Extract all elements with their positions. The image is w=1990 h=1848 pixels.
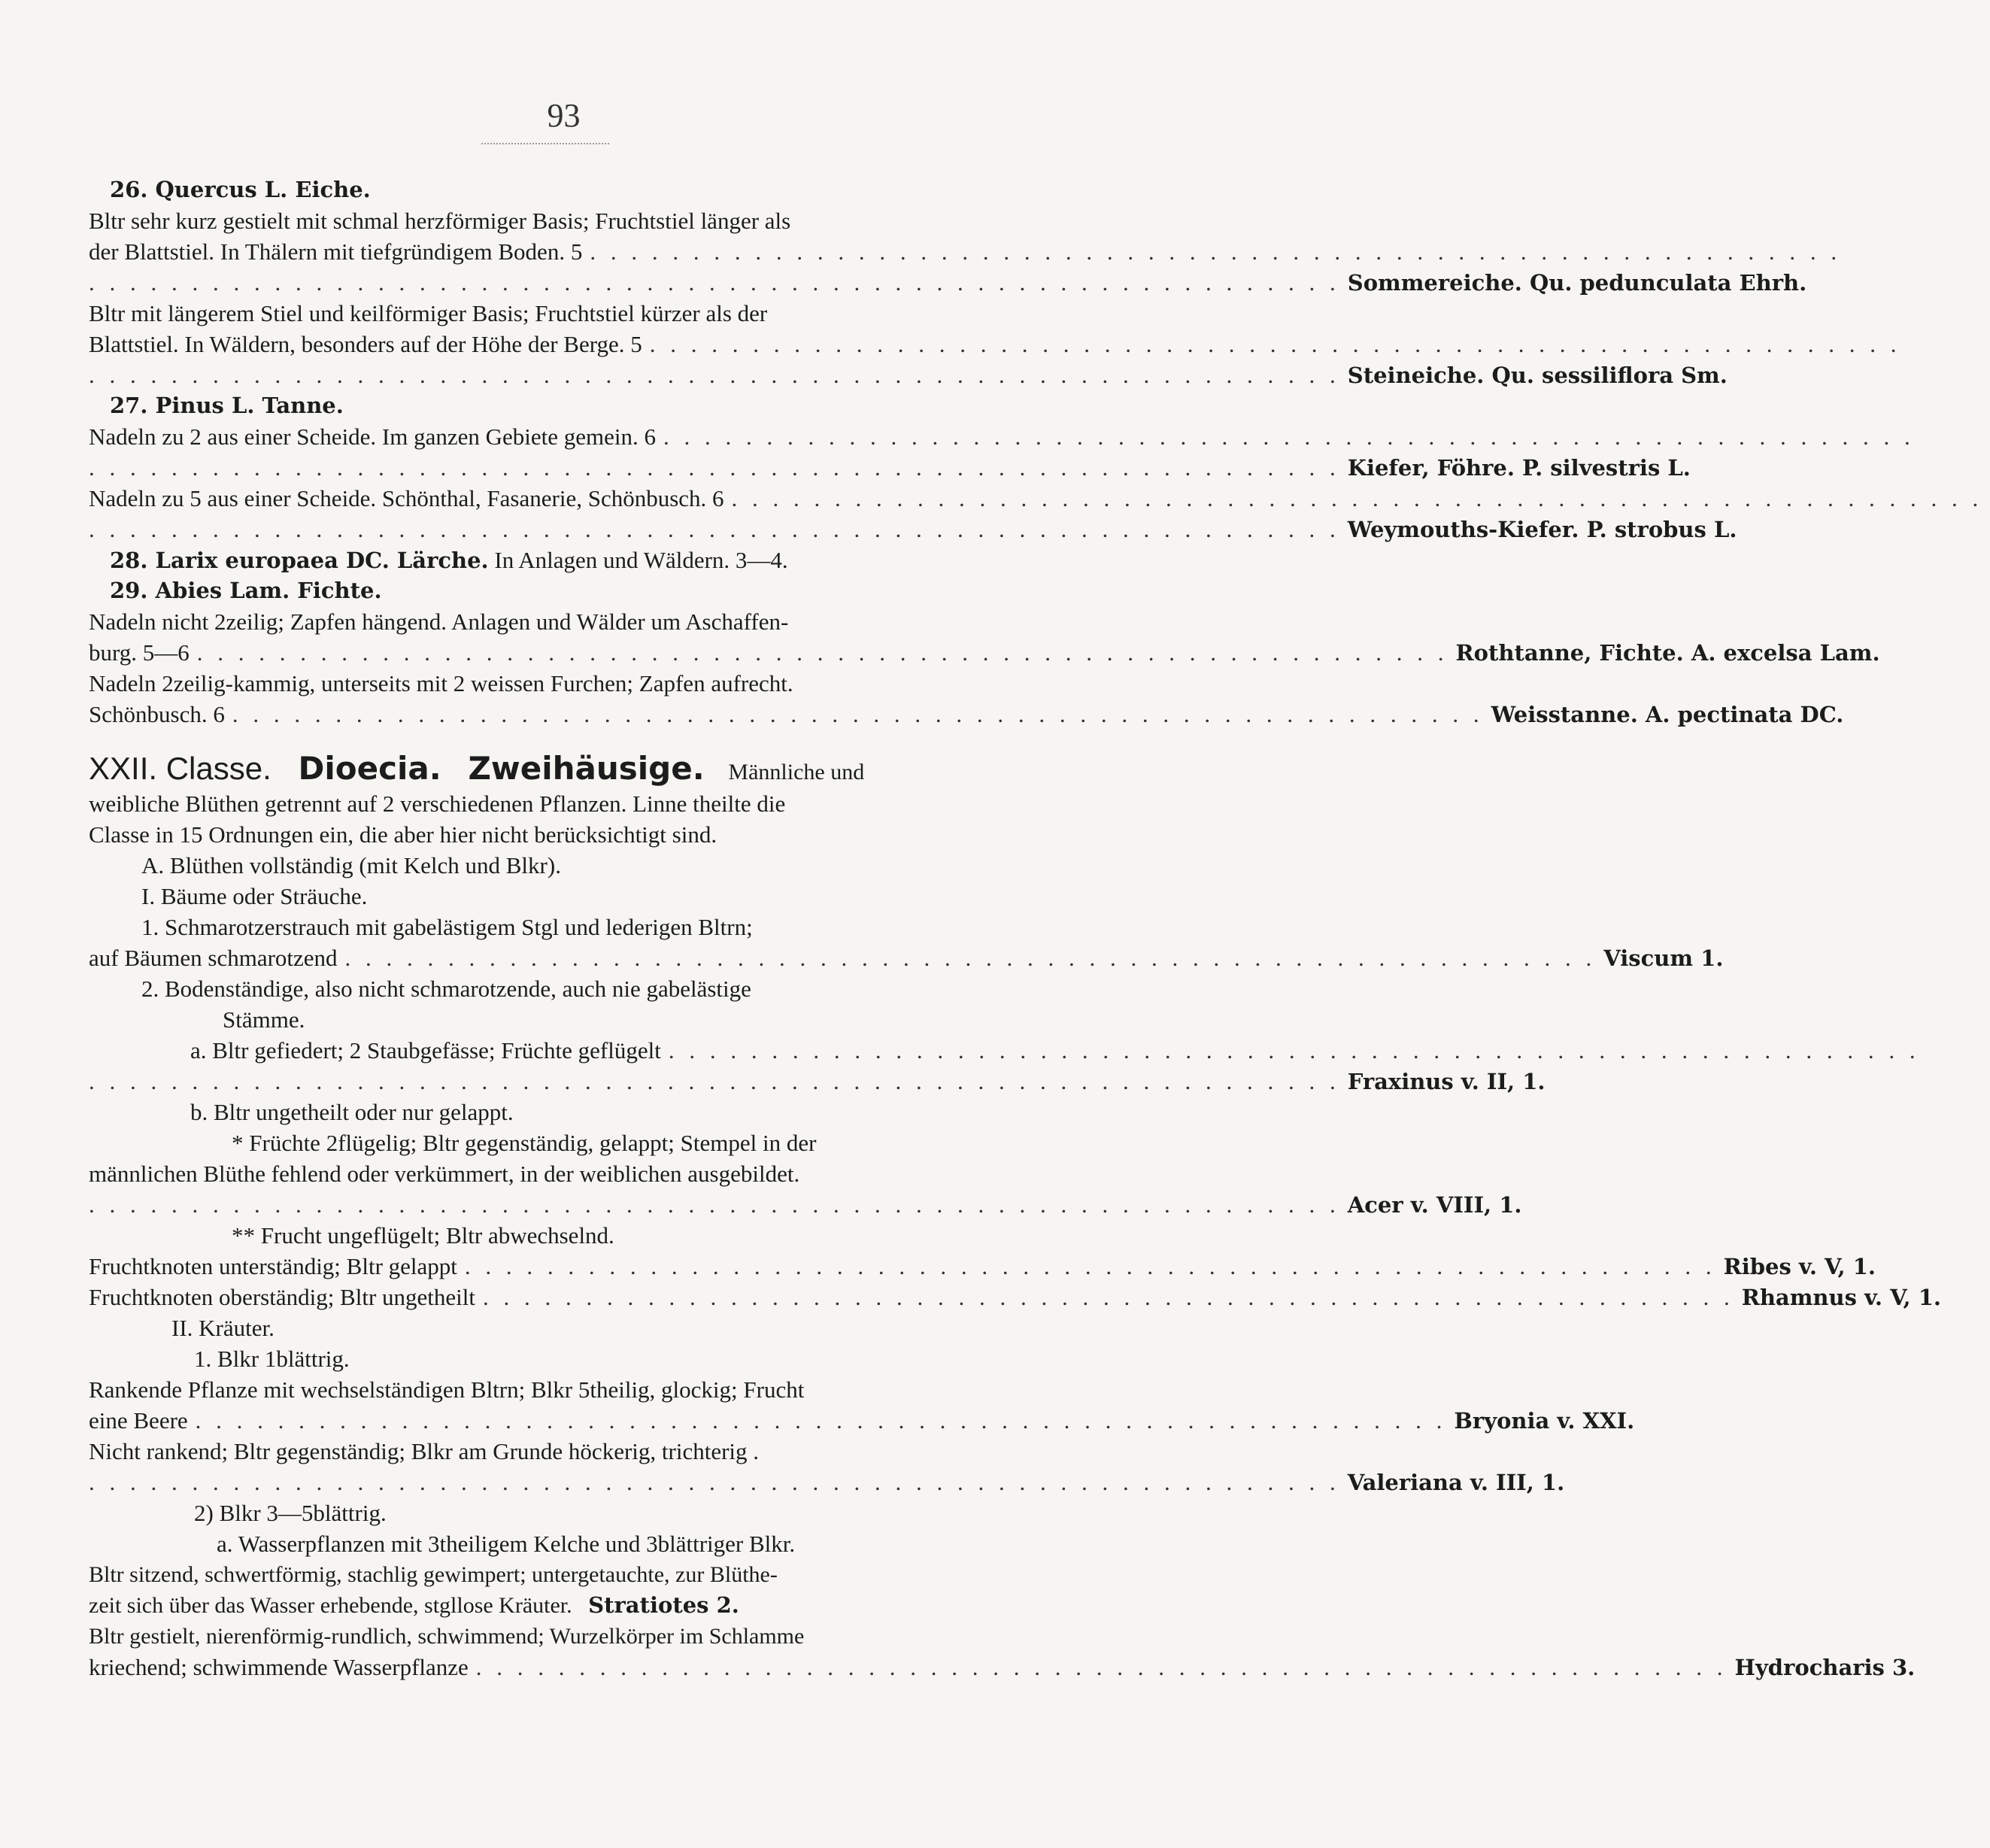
text-line: Stämme. — [223, 1006, 305, 1033]
class-latin: Dioecia. — [298, 750, 441, 787]
species-line — [89, 267, 1807, 298]
genus-heading-larix: 28. Larix europaea DC. Lärche. In Anlagen und Wäldern. 3—4. — [110, 547, 788, 573]
species-name: Stratiotes 2. — [588, 1592, 739, 1618]
text-line: Nicht rankend; Bltr gegenständig; Blkr am Grunde höckerig, trichterig . — [89, 1438, 760, 1464]
species-name: Sommereiche. Qu. pedunculata Ehrh. — [1347, 270, 1807, 296]
text-line: 2. Bodenständige, also nicht schmarotzende, auch nie gabelästige — [141, 976, 751, 1002]
text-line: Rankende Pflanze mit wechselständigen Bltrn; Blkr 5theilig, glockig; Frucht — [89, 1376, 805, 1403]
text-line: Nadeln zu 5 aus einer Scheide. Schönthal, Fasanerie, Schönbusch. 6 . . . . . . . . . . . . . . . . . . . . . . . . . . . . . . . . . . . . . . . . . . . . . . . . . . . . . . . . . . . . . — [89, 483, 1000, 514]
dot-leader: . . . . . . . . . . . . . . . . . . . . . . . . . . . . . . . . . . . . . . . . . . . . . . . . . . . . . . . . . . . . . — [464, 1253, 1716, 1279]
text-line: Blattstiel. In Wäldern, besonders auf der Höhe der Berge. 5 . . . . . . . . . . . . . . . . . . . . . . . . . . . . . . . . . . . . . . . . . . . . . . . . . . . . . . . . . . . . . — [89, 329, 1000, 360]
subsection-heading: I. Bäume oder Sträuche. — [141, 883, 368, 909]
text-line: a. Bltr gefiedert; 2 Staubgefässe; Früchte geflügelt . . . . . . . . . . . . . . . . . . . . . . . . . . . . . . . . . . . . . . . . . . . . . . . . . . . . . . . . . . . . . — [89, 1035, 1000, 1066]
text-line: Nadeln nicht 2zeilig; Zapfen hängend. Anlagen und Wälder um Aschaffen- — [89, 608, 789, 635]
dot-leader: . . . . . . . . . . . . . . . . . . . . . . . . . . . . . . . . . . . . . . . . . . . . . . . . . . . . . . . . . . . . . — [89, 362, 1340, 388]
text-line: * Früchte 2flügelig; Bltr gegenständig, gelappt; Stempel in der — [232, 1130, 817, 1156]
species-line: Fruchtknoten unterständig; Bltr gelappt . . . . . . . . . . . . . . . . . . . . . . . . . . . . . . . . . . . . . . . . . . . . . . . . . . . . . . . . . . . . . Ribes v. V, 1. — [89, 1251, 1000, 1282]
species-line: Schönbusch. 6 . . . . . . . . . . . . . . . . . . . . . . . . . . . . . . . . . . . . . . . . . . . . . . . . . . . . . . . . . . . . . Weisstanne. A. pectinata DC. — [89, 699, 1000, 730]
text-line: männlichen Blüthe fehlend oder verkümmert, in der weiblichen ausgebildet. — [89, 1161, 800, 1187]
page-body — [89, 174, 1983, 1683]
class-number: XXII. Classe. — [89, 751, 272, 786]
species-line — [89, 1467, 1565, 1498]
species-name: Bryonia v. XXI. — [1454, 1408, 1635, 1434]
dot-leader: . . . . . . . . . . . . . . . . . . . . . . . . . . . . . . . . . . . . . . . . . . . . . . . . . . . . . . . . . . . . . — [475, 1654, 1728, 1680]
species-name: Weisstanne. A. pectinata DC. — [1491, 702, 1844, 727]
species-line: auf Bäumen schmarotzend . . . . . . . . . . . . . . . . . . . . . . . . . . . . . . . . . . . . . . . . . . . . . . . . . . . . . . . . . . . . . Viscum 1. — [89, 942, 1000, 973]
species-name: Weymouths-Kiefer. P. strobus L. — [1347, 517, 1737, 542]
species-name: Rhamnus v. V, 1. — [1741, 1285, 1942, 1310]
text-line: Bltr sehr kurz gestielt mit schmal herzförmiger Basis; Fruchtstiel länger als — [89, 208, 791, 234]
class-german: Zweihäusige. — [468, 750, 705, 787]
dot-leader: . . . . . . . . . . . . . . . . . . . . . . . . . . . . . . . . . . . . . . . . . . . . . . . . . . . . . . . . . . . . . — [663, 423, 1915, 450]
dot-leader: . . . . . . . . . . . . . . . . . . . . . . . . . . . . . . . . . . . . . . . . . . . . . . . . . . . . . . . . . . . . . — [89, 454, 1340, 481]
text-line: der Blattstiel. In Thälern mit tiefgründigem Boden. 5 . . . . . . . . . . . . . . . . . . . . . . . . . . . . . . . . . . . . . . . . . . . . . . . . . . . . . . . . . . . . . — [89, 236, 1000, 267]
species-name: Fraxinus v. II, 1. — [1347, 1069, 1546, 1094]
section-heading: A. Blüthen vollständig (mit Kelch und Blkr). — [141, 852, 561, 878]
text-line: Bltr sitzend, schwertförmig, stachlig gewimpert; untergetauchte, zur Blüthe- — [89, 1562, 778, 1587]
species-line — [89, 360, 1728, 390]
dot-leader: . . . . . . . . . . . . . . . . . . . . . . . . . . . . . . . . . . . . . . . . . . . . . . . . . . . . . . . . . . . . . — [590, 238, 1842, 265]
class-heading: XXII. Classe. Dioecia. Zweihäusige. Männliche und — [89, 750, 865, 787]
text-line: Bltr mit längerem Stiel und keilförmiger Basis; Fruchtstiel kürzer als der — [89, 300, 768, 326]
dot-leader: . . . . . . . . . . . . . . . . . . . . . . . . . . . . . . . . . . . . . . . . . . . . . . . . . . . . . . . . . . . . . — [89, 269, 1340, 296]
species-line: burg. 5—6 . . . . . . . . . . . . . . . . . . . . . . . . . . . . . . . . . . . . . . . . . . . . . . . . . . . . . . . . . . . . . Rothtanne, Fichte. A. excelsa Lam. — [89, 637, 1000, 668]
text-line: b. Bltr ungetheilt oder nur gelappt. — [190, 1099, 514, 1125]
species-line: zeit sich über das Wasser erhebende, stgllose Kräuter. Stratiotes 2. — [89, 1592, 739, 1618]
species-name: Valeriana v. III, 1. — [1347, 1470, 1565, 1495]
text-line: a. Wasserpflanzen mit 3theiligem Kelche und 3blättriger Blkr. — [217, 1531, 796, 1557]
text-line: 2) Blkr 3—5blättrig. — [194, 1500, 387, 1526]
text-line: ** Frucht ungeflügelt; Bltr abwechselnd. — [232, 1222, 614, 1249]
dot-leader: . . . . . . . . . . . . . . . . . . . . . . . . . . . . . . . . . . . . . . . . . . . . . . . . . . . . . . . . . . . . . — [195, 1407, 1447, 1434]
ornament-rule — [481, 143, 609, 144]
species-name: Ribes v. V, 1. — [1723, 1254, 1876, 1279]
species-line — [89, 514, 1737, 545]
page-number: 93 — [547, 97, 581, 134]
species-name: Acer v. VIII, 1. — [1347, 1192, 1522, 1218]
species-line: kriechend; schwimmende Wasserpflanze . . . . . . . . . . . . . . . . . . . . . . . . . . . . . . . . . . . . . . . . . . . . . . . . . . . . . . . . . . . . . Hydrocharis 3. — [89, 1652, 1000, 1683]
dot-leader: . . . . . . . . . . . . . . . . . . . . . . . . . . . . . . . . . . . . . . . . . . . . . . . . . . . . . . . . . . . . . — [483, 1284, 1734, 1310]
text-line: Nadeln zu 2 aus einer Scheide. Im ganzen Gebiete gemein. 6 . . . . . . . . . . . . . . . . . . . . . . . . . . . . . . . . . . . . . . . . . . . . . . . . . . . . . . . . . . . . . — [89, 421, 1000, 452]
dot-leader: . . . . . . . . . . . . . . . . . . . . . . . . . . . . . . . . . . . . . . . . . . . . . . . . . . . . . . . . . . . . . — [89, 1191, 1340, 1218]
dot-leader: . . . . . . . . . . . . . . . . . . . . . . . . . . . . . . . . . . . . . . . . . . . . . . . . . . . . . . . . . . . . . — [731, 485, 1983, 511]
species-line — [89, 1189, 1522, 1220]
species-name: Hydrocharis 3. — [1734, 1655, 1916, 1680]
text-line: Classe in 15 Ordnungen ein, die aber hier nicht berücksichtigt sind. — [89, 821, 717, 848]
text-line: weibliche Blüthen getrennt auf 2 verschiedenen Pflanzen. Linne theilte die — [89, 790, 786, 817]
dot-leader: . . . . . . . . . . . . . . . . . . . . . . . . . . . . . . . . . . . . . . . . . . . . . . . . . . . . . . . . . . . . . — [89, 1469, 1340, 1495]
dot-leader: . . . . . . . . . . . . . . . . . . . . . . . . . . . . . . . . . . . . . . . . . . . . . . . . . . . . . . . . . . . . . — [89, 516, 1340, 542]
dot-leader: . . . . . . . . . . . . . . . . . . . . . . . . . . . . . . . . . . . . . . . . . . . . . . . . . . . . . . . . . . . . . — [649, 331, 1901, 357]
genus-heading-pinus: 27. Pinus L. Tanne. — [110, 393, 344, 418]
species-name: Rothtanne, Fichte. A. excelsa Lam. — [1455, 640, 1880, 666]
dot-leader: . . . . . . . . . . . . . . . . . . . . . . . . . . . . . . . . . . . . . . . . . . . . . . . . . . . . . . . . . . . . . — [668, 1037, 1920, 1064]
species-line — [89, 1066, 1546, 1097]
text-line: 1. Schmarotzerstrauch mit gabelästigem Stgl und lederigen Bltrn; — [141, 914, 753, 940]
dot-leader: . . . . . . . . . . . . . . . . . . . . . . . . . . . . . . . . . . . . . . . . . . . . . . . . . . . . . . . . . . . . . — [232, 701, 1484, 727]
dot-leader: . . . . . . . . . . . . . . . . . . . . . . . . . . . . . . . . . . . . . . . . . . . . . . . . . . . . . . . . . . . . . — [344, 945, 1597, 971]
species-name: Steineiche. Qu. sessiliflora Sm. — [1347, 363, 1728, 388]
dot-leader: . . . . . . . . . . . . . . . . . . . . . . . . . . . . . . . . . . . . . . . . . . . . . . . . . . . . . . . . . . . . . — [196, 639, 1449, 666]
species-line: eine Beere . . . . . . . . . . . . . . . . . . . . . . . . . . . . . . . . . . . . . . . . . . . . . . . . . . . . . . . . . . . . . Bryonia v. XXI. — [89, 1405, 1000, 1436]
species-name: Viscum 1. — [1603, 945, 1724, 971]
dot-leader: . . . . . . . . . . . . . . . . . . . . . . . . . . . . . . . . . . . . . . . . . . . . . . . . . . . . . . . . . . . . . — [89, 1068, 1340, 1094]
genus-heading-quercus: 26. Quercus L. Eiche. — [110, 177, 371, 202]
text-line: Bltr gestielt, nierenförmig-rundlich, schwimmend; Wurzelkörper im Schlamme — [89, 1624, 805, 1649]
species-line: Fruchtknoten oberständig; Bltr ungetheilt . . . . . . . . . . . . . . . . . . . . . . . . . . . . . . . . . . . . . . . . . . . . . . . . . . . . . . . . . . . . . Rhamnus v. V, 1. — [89, 1282, 1000, 1312]
text-line: Nadeln 2zeilig-kammig, unterseits mit 2 weissen Furchen; Zapfen aufrecht. — [89, 670, 793, 696]
text-line: 1. Blkr 1blättrig. — [194, 1346, 350, 1372]
genus-heading-abies: 29. Abies Lam. Fichte. — [110, 578, 382, 603]
subsection-heading: II. Kräuter. — [171, 1315, 275, 1341]
species-line — [89, 452, 1691, 483]
species-name: Kiefer, Föhre. P. silvestris L. — [1347, 455, 1691, 481]
